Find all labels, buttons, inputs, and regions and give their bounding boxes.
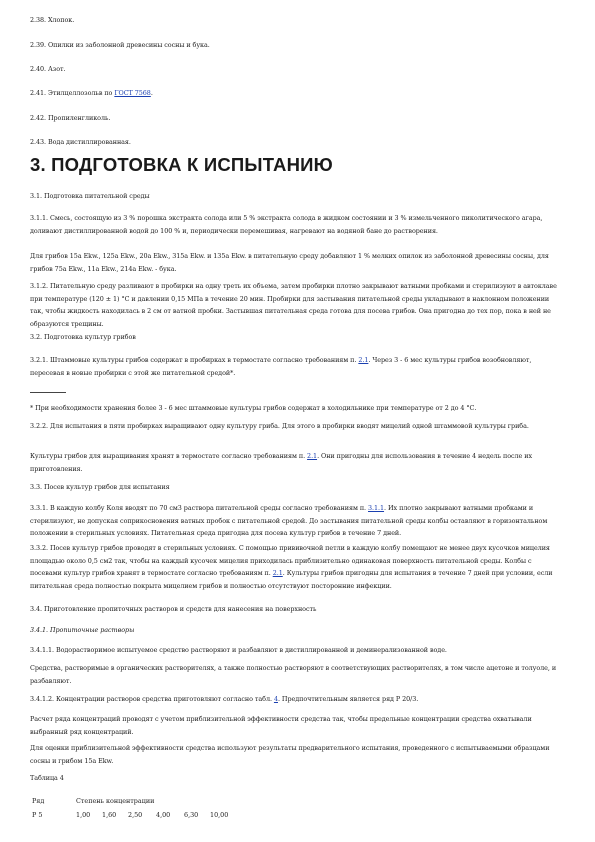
subsection-title: 3.4. Приготовление пропиточных растворов и средств для нанесения на поверхность [30, 605, 317, 613]
paragraph: 3.3.1. В каждую колбу Коля вводят по 70 см3 раствора питательной среды согласно требованиям п. 3.1.1. Их плотно закрывают ватными пробками и стерилизуют, не допуская соприкосновения ватных пробок с питательной средой. До застывания питательной среды колбы оставляют в горизонтальном положении в стерильных условиях. Питательная среда пригодна для посева культур грибов в течение 7 дней. [30, 504, 548, 537]
section-heading: 3. ПОДГОТОВКА К ИСПЫТАНИЮ [30, 154, 333, 175]
clause-link[interactable]: 2.1 [358, 356, 369, 364]
subsection-title: 3.4.1. Пропиточные растворы [30, 626, 135, 634]
list-item: 2.42. Пропиленгликоль. [30, 114, 111, 122]
subsection-title: 3.1. Подготовка питательной среды [30, 192, 150, 200]
paragraph: 3.4.1.2. Концентрации растворов средства приготовляют согласно табл. 4. Предпочтительным является ряд Р 20/3. [30, 695, 419, 703]
clause-link[interactable]: 3.1.1 [368, 504, 385, 512]
list-item: 2.40. Азот. [30, 65, 66, 73]
paragraph: Расчет ряда концентраций проводят с учетом приблизительной эффективности средства так, чтобы предельные концентрации средства охватывали выбранный ряд концентраций. [30, 715, 532, 736]
concentration-table [30, 795, 330, 825]
clause-link[interactable]: 2.1 [272, 569, 283, 577]
table-header-concentration-col: Степень концентрации [76, 797, 155, 805]
table-cell-row-name: Р 5 [32, 811, 43, 819]
list-item: 2.41. Этилцеллозольв по ГОСТ 7568. [30, 89, 153, 97]
paragraph: Для оценки приблизительной эффективности средства используют результаты предварительного испытания, проведенного с испытываемыми образцами сосны и грибом 15а Ekw. [30, 744, 550, 765]
paragraph: 3.4.1.1. Водорастворимое испытуемое средство растворяют и разбавляют в дистиллированной и деминерализованной воде. [30, 646, 447, 654]
gost-link[interactable]: ГОСТ 7568 [114, 89, 151, 97]
table-cell: 10,00 [210, 811, 229, 819]
list-item-text: 2.41. Этилцеллозольв по [30, 89, 115, 97]
table-cell: 1,00 [76, 811, 91, 819]
subsection-title: 3.2. Подготовка культур грибов [30, 333, 136, 341]
paragraph: 3.2.1. Штаммовые культуры грибов содержат в пробирках в термостате согласно требованиям п. 2.1. Через 3 - 6 мес культуры грибов возобновляют, пересевая в новые пробирки с этой же питательной средой*. [30, 356, 532, 377]
table-cell: 2,50 [128, 811, 143, 819]
table-cell: 6,30 [184, 811, 199, 819]
list-item: 2.38. Хлопок. [30, 16, 75, 24]
paragraph: 3.2.2. Для испытания в пяти пробирках выращивают одну культуру гриба. Для этого в пробирки вводят мицелий одной штаммовой культуры гриба. [30, 422, 529, 430]
paragraph: Средства, растворимые в органических растворителях, а также полностью растворяют в соответствующих растворителях, в том числе ацетоне и толуоле, и разбавляют. [30, 664, 557, 685]
table-cell: 1,60 [102, 811, 117, 819]
footnote: * При необходимости хранения более 3 - 6 мес штаммовые культуры грибов содержат в холодильнике при температуре от 2 до 4 °С. [30, 404, 477, 412]
table-cell: 4,00 [156, 811, 171, 819]
footnote-divider [30, 392, 66, 393]
paragraph: 3.1.2. Питательную среду разливают в пробирки на одну треть их объема, затем пробирки плотно закрывают ватными пробками и стерилизуют в автоклаве при температуре (120 ± 1) °С и давлении 0,15 МПа в течение 20 мин. Пробирки для застывания питательной среды укладывают в наклонном положении так, чтобы жидкость находилась в 2 см от ватной пробки. Застывшая питательная среда готова для посева грибов. Она пригодна до тех пор, пока в ней не образуются трещины. [30, 282, 557, 328]
list-item: 2.39. Опилки из заболонной древесины сосны и бука. [30, 41, 210, 49]
paragraph: 3.3.2. Посев культур грибов проводят в стерильных условиях. С помощью прививочной петли в каждую колбу помещают не менее двух кусочков мицелия площадью около 0,5 см2 так, чтобы на каждый кусочек мицелия приходилась приблизительно одинаковая поверхность питательной среды. Колбы с посевами культур грибов хранят в термостате согласно требованиям п. 2.1. Культуры грибов пригодны для испытания в течение 7 дней при условии, если питательная среда полностью покрыта мицелием грибов и полностью отсутствуют посторонние инфекции. [30, 544, 553, 590]
list-item: 2.43. Вода дистиллированная. [30, 138, 131, 146]
table-header-row-col: Ряд [32, 797, 45, 805]
subsection-title: 3.3. Посев культур грибов для испытания [30, 483, 170, 491]
paragraph: Культуры грибов для выращивания хранят в термостате согласно требованиям п. 2.1. Они пригодны для использования в течение 4 недель после их приготовления. [30, 452, 533, 473]
table-link[interactable]: 4 [273, 695, 278, 703]
paragraph: Для грибов 15а Ekw., 125а Ekw., 20а Ekw., 315а Ekw. и 135а Ekw. в питательную среду добавляют 1 % мелких опилок из заболонной древесины сосны, для грибов 75а Ekw., 11а Ekw., 214а Ekw. - бука. [30, 252, 549, 273]
table-caption: Таблица 4 [30, 774, 64, 782]
clause-link[interactable]: 2.1 [307, 452, 318, 460]
paragraph: 3.1.1. Смесь, состоящую из 3 % порошка экстракта солода или 5 % экстракта солода в жидком состоянии и 3 % измельченного пиколитического агара, доливают дистиллированной водой до 100 % и, периодически перемешивая, нагревают на водяной бане до растворения. [30, 214, 543, 235]
